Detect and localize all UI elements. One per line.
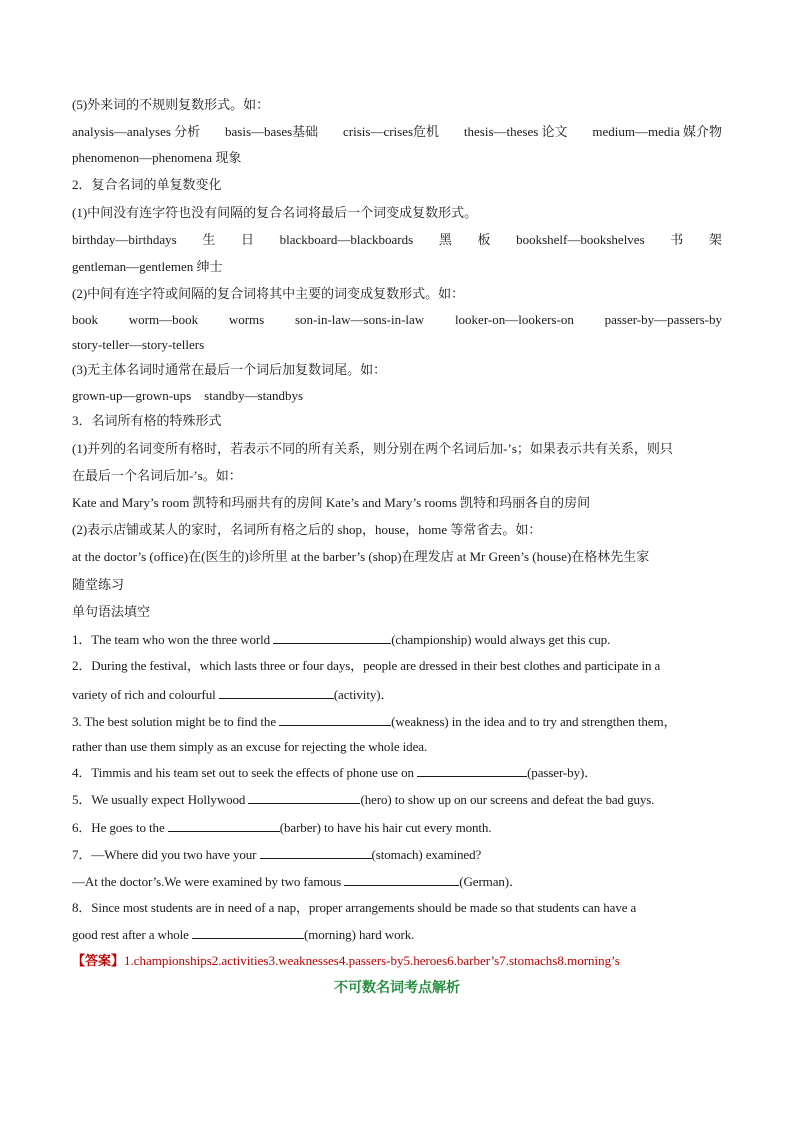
example-item: 书 bbox=[670, 232, 684, 247]
answer-blank[interactable] bbox=[168, 818, 280, 832]
text-line: (2)中间有连字符或间隔的复合词将其中主要的词变成复数形式。如： bbox=[72, 286, 465, 301]
text-line: grown-up—grown-ups standby—standbys bbox=[72, 388, 304, 403]
example-item: worm—book bbox=[128, 312, 199, 327]
question-8 bbox=[72, 899, 722, 917]
text-line: (5)外来词的不规则复数形式。如： bbox=[72, 97, 270, 112]
section-heading: 单句语法填空 bbox=[72, 604, 151, 619]
answer-tag: 【答案】 bbox=[72, 953, 125, 968]
example-item: looker-on—lookers-on bbox=[454, 312, 574, 327]
question-8-cont bbox=[72, 925, 722, 943]
example-item: blackboard—blackboards bbox=[279, 232, 414, 247]
example-line bbox=[72, 123, 722, 141]
question-2-cont bbox=[72, 685, 722, 703]
question-text: (German)． bbox=[459, 874, 522, 889]
answer-blank[interactable] bbox=[260, 845, 372, 859]
example-item: 黑 bbox=[438, 232, 452, 247]
question-text: 8．Since most students are in need of a nap，proper arrangements should be made so that students can have a bbox=[72, 900, 637, 915]
answer-blank[interactable] bbox=[192, 925, 304, 939]
question-text: 1．The team who won the three world bbox=[72, 632, 274, 647]
section-heading: 随堂练习 bbox=[72, 577, 125, 592]
answer-blank[interactable] bbox=[417, 763, 527, 777]
answer-key bbox=[72, 952, 722, 970]
question-text: 2．During the festival，which lasts three or four days，people are dressed in their best clothes and participate in a bbox=[72, 658, 661, 673]
question-text: (hero) to show up on our screens and defeat the bad guys. bbox=[360, 792, 655, 807]
question-4 bbox=[72, 763, 722, 781]
example-item: bookshelf—bookshelves bbox=[516, 232, 645, 247]
example-item: 板 bbox=[477, 232, 491, 247]
question-text: (barber) to have his hair cut every month. bbox=[279, 820, 492, 835]
answer-blank[interactable] bbox=[344, 872, 459, 886]
text-line: (2)表示店铺或某人的家时，名词所有格之后的 shop，house，home 等常省去。如： bbox=[72, 522, 542, 537]
heading-line: 2．复合名词的单复数变化 bbox=[72, 177, 222, 192]
question-5 bbox=[72, 790, 722, 808]
question-text: (weakness) in the idea and to try and strengthen them， bbox=[391, 714, 677, 729]
question-7-cont bbox=[72, 872, 722, 890]
heading-line: 3．名词所有格的特殊形式 bbox=[72, 413, 222, 428]
example-item: thesis—theses 论文 bbox=[463, 124, 568, 139]
example-item: 生 bbox=[202, 232, 216, 247]
answer-text: 1.championships2.activities3.weaknesses4.passers-by5.heroes6.barber’s7.stomachs8.morning’s bbox=[124, 953, 620, 968]
text-line: phenomenon—phenomena 现象 bbox=[72, 150, 242, 165]
question-text: 7．—Where did you two have your bbox=[72, 847, 260, 862]
text-line: at the doctor’s (office)在(医生的)诊所里 at the barber’s (shop)在理发店 at Mr Green’s (house)在格林先生家 bbox=[72, 549, 650, 564]
question-7 bbox=[72, 845, 722, 863]
question-text: 5．We usually expect Hollywood bbox=[72, 792, 249, 807]
example-line bbox=[72, 311, 722, 329]
example-line bbox=[72, 231, 722, 249]
example-item: book bbox=[72, 312, 98, 327]
example-item: crisis—crises危机 bbox=[343, 124, 440, 139]
text-line: 在最后一个名词后加-’s。如： bbox=[72, 468, 242, 483]
text-line: story-teller—story-tellers bbox=[72, 337, 205, 352]
question-text: (morning) hard work. bbox=[303, 927, 415, 942]
question-text: good rest after a whole bbox=[72, 927, 192, 942]
text-line: (1)中间没有连字符也没有间隔的复合名词将最后一个词变成复数形式。 bbox=[72, 205, 478, 220]
example-item: birthday—birthdays bbox=[72, 232, 177, 247]
answer-blank[interactable] bbox=[273, 630, 391, 644]
question-text: (championship) would always get this cup. bbox=[391, 632, 611, 647]
question-text: 3. The best solution might be to find the bbox=[72, 714, 280, 729]
example-item: worms bbox=[228, 312, 265, 327]
question-text: (activity)． bbox=[333, 687, 394, 702]
question-6 bbox=[72, 818, 722, 836]
example-item: 架 bbox=[708, 232, 722, 247]
example-item: 日 bbox=[240, 232, 254, 247]
example-item: passer-by—passers-by bbox=[604, 312, 722, 327]
question-3 bbox=[72, 712, 722, 730]
answer-blank[interactable] bbox=[219, 685, 334, 699]
example-item: son-in-law—sons-in-law bbox=[294, 312, 425, 327]
question-text: variety of rich and colourful bbox=[72, 687, 219, 702]
text-line: gentleman—gentlemen 绅士 bbox=[72, 259, 223, 274]
question-2 bbox=[72, 657, 722, 675]
question-text: —At the doctor’s.We were examined by two famous bbox=[72, 874, 345, 889]
text-line: (3)无主体名词时通常在最后一个词后加复数词尾。如： bbox=[72, 362, 387, 377]
question-3-cont: rather than use them simply as an excuse for rejecting the whole idea. bbox=[72, 739, 428, 754]
question-text: (stomach) examined? bbox=[371, 847, 482, 862]
question-text: 4．Timmis and his team set out to seek the effects of phone use on bbox=[72, 765, 418, 780]
answer-blank[interactable] bbox=[248, 790, 360, 804]
text-line: Kate and Mary’s room 凯特和玛丽共有的房间 Kate’s and Mary’s rooms 凯特和玛丽各自的房间 bbox=[72, 495, 591, 510]
answer-blank[interactable] bbox=[279, 712, 391, 726]
question-text: (passer-by)． bbox=[527, 765, 598, 780]
question-1 bbox=[72, 630, 722, 648]
example-item: medium—media 媒介物 bbox=[592, 124, 722, 139]
example-item: analysis—analyses 分析 bbox=[72, 124, 201, 139]
question-text: 6．He goes to the bbox=[72, 820, 168, 835]
text-line: (1)并列的名词变所有格时，若表示不同的所有关系，则分别在两个名词后加-’s；如果表示共有关系，则只 bbox=[72, 441, 673, 456]
example-item: basis—bases基础 bbox=[225, 124, 319, 139]
section-title: 不可数名词考点解析 bbox=[334, 980, 460, 996]
